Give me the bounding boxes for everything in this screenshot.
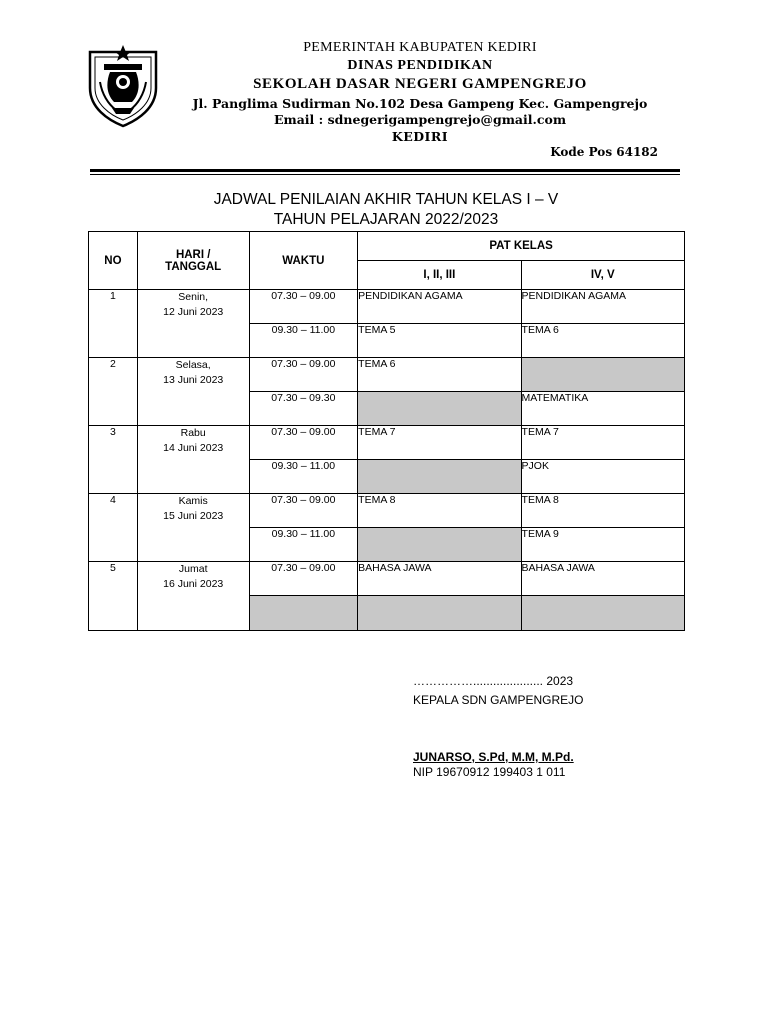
day-date: 16 Juni 2023: [163, 578, 224, 590]
empty-subject-cell: [521, 596, 684, 631]
day-date: 13 Juni 2023: [163, 374, 224, 386]
header-hari-label: HARI / TANGGAL: [165, 248, 222, 273]
signature-nip: NIP 19670912 199403 1 011: [413, 765, 566, 779]
header-waktu: WAKTU: [249, 232, 358, 290]
letterhead-email: Email : sdnegerigampengrejo@gmail.com: [273, 112, 567, 127]
subject-cell: BAHASA JAWA: [521, 562, 684, 596]
header-pat-kelas: PAT KELAS: [358, 232, 685, 261]
letterhead-address: Jl. Panglima Sudirman No.102 Desa Gampeng Kec. Gampengrejo: [192, 96, 648, 111]
subject-cell: TEMA 6: [358, 358, 521, 392]
subject-cell: TEMA 7: [358, 426, 521, 460]
day-name: Rabu: [180, 427, 206, 439]
subject-cell: PENDIDIKAN AGAMA: [521, 290, 684, 324]
empty-subject-cell: [358, 460, 521, 494]
letterhead-department: DINAS PENDIDIKAN: [347, 58, 493, 73]
time-cell: 07.30 – 09.00: [249, 358, 358, 392]
day-name: Jumat: [178, 563, 208, 575]
day-date-cell: [137, 494, 249, 562]
letterhead-school: SEKOLAH DASAR NEGERI GAMPENGREJO: [253, 76, 587, 92]
day-date: 15 Juni 2023: [163, 510, 224, 522]
subject-cell: TEMA 8: [521, 494, 684, 528]
letterhead-divider-thin: [90, 174, 680, 175]
time-cell: 09.30 – 11.00: [249, 460, 358, 494]
day-date-cell: [137, 290, 249, 358]
table-row: [89, 358, 685, 392]
subject-cell: PENDIDIKAN AGAMA: [358, 290, 521, 324]
regency-emblem-icon: [86, 42, 160, 128]
empty-subject-cell: [521, 358, 684, 392]
subject-cell: PJOK: [521, 460, 684, 494]
schedule-subtitle: TAHUN PELAJARAN 2022/2023: [273, 211, 499, 228]
subject-cell: TEMA 7: [521, 426, 684, 460]
empty-subject-cell: [358, 528, 521, 562]
day-date-cell: [137, 426, 249, 494]
time-cell: 09.30 – 11.00: [249, 324, 358, 358]
letterhead-government: PEMERINTAH KABUPATEN KEDIRI: [303, 40, 537, 55]
day-name: Kamis: [178, 495, 208, 507]
header-no: NO: [89, 232, 138, 290]
table-row: [89, 290, 685, 324]
day-number: 2: [89, 358, 138, 426]
time-cell: 07.30 – 09.00: [249, 426, 358, 460]
time-cell: 07.30 – 09.00: [249, 290, 358, 324]
day-date-cell: [137, 562, 249, 631]
subject-cell: TEMA 8: [358, 494, 521, 528]
day-date: 14 Juni 2023: [163, 442, 224, 454]
signature-position: KEPALA SDN GAMPENGREJO: [413, 693, 584, 707]
header-kelas-4-5: IV, V: [521, 261, 684, 290]
time-cell: 07.30 – 09.30: [249, 392, 358, 426]
time-cell: 07.30 – 09.00: [249, 494, 358, 528]
subject-cell: BAHASA JAWA: [358, 562, 521, 596]
subject-cell: TEMA 9: [521, 528, 684, 562]
empty-subject-cell: [358, 392, 521, 426]
letterhead-postal-code: Kode Pos 64182: [550, 145, 658, 159]
day-number: 3: [89, 426, 138, 494]
schedule-title: JADWAL PENILAIAN AKHIR TAHUN KELAS I – V: [213, 191, 559, 208]
signature-name: JUNARSO, S.Pd, M.M, M.Pd.: [413, 750, 574, 764]
header-kelas-1-3: I, II, III: [358, 261, 521, 290]
day-date: 12 Juni 2023: [163, 306, 224, 318]
day-name: Selasa,: [175, 359, 211, 371]
day-name: Senin,: [178, 291, 209, 303]
day-date-cell: [137, 358, 249, 426]
time-cell: 07.30 – 09.00: [249, 562, 358, 596]
empty-time-cell: [249, 596, 358, 631]
day-number: 1: [89, 290, 138, 358]
table-row: [89, 494, 685, 528]
signature-date: ……………..................... 2023: [413, 674, 574, 688]
schedule-table: [88, 231, 685, 631]
time-cell: 09.30 – 11.00: [249, 528, 358, 562]
empty-subject-cell: [358, 596, 521, 631]
day-number: 4: [89, 494, 138, 562]
header-hari-tanggal: [137, 232, 249, 290]
subject-cell: TEMA 5: [358, 324, 521, 358]
letterhead-city: KEDIRI: [391, 129, 449, 144]
day-number: 5: [89, 562, 138, 631]
table-row: [89, 562, 685, 596]
subject-cell: TEMA 6: [521, 324, 684, 358]
subject-cell: MATEMATIKA: [521, 392, 684, 426]
letterhead-divider-thick: [90, 169, 680, 172]
table-row: [89, 426, 685, 460]
